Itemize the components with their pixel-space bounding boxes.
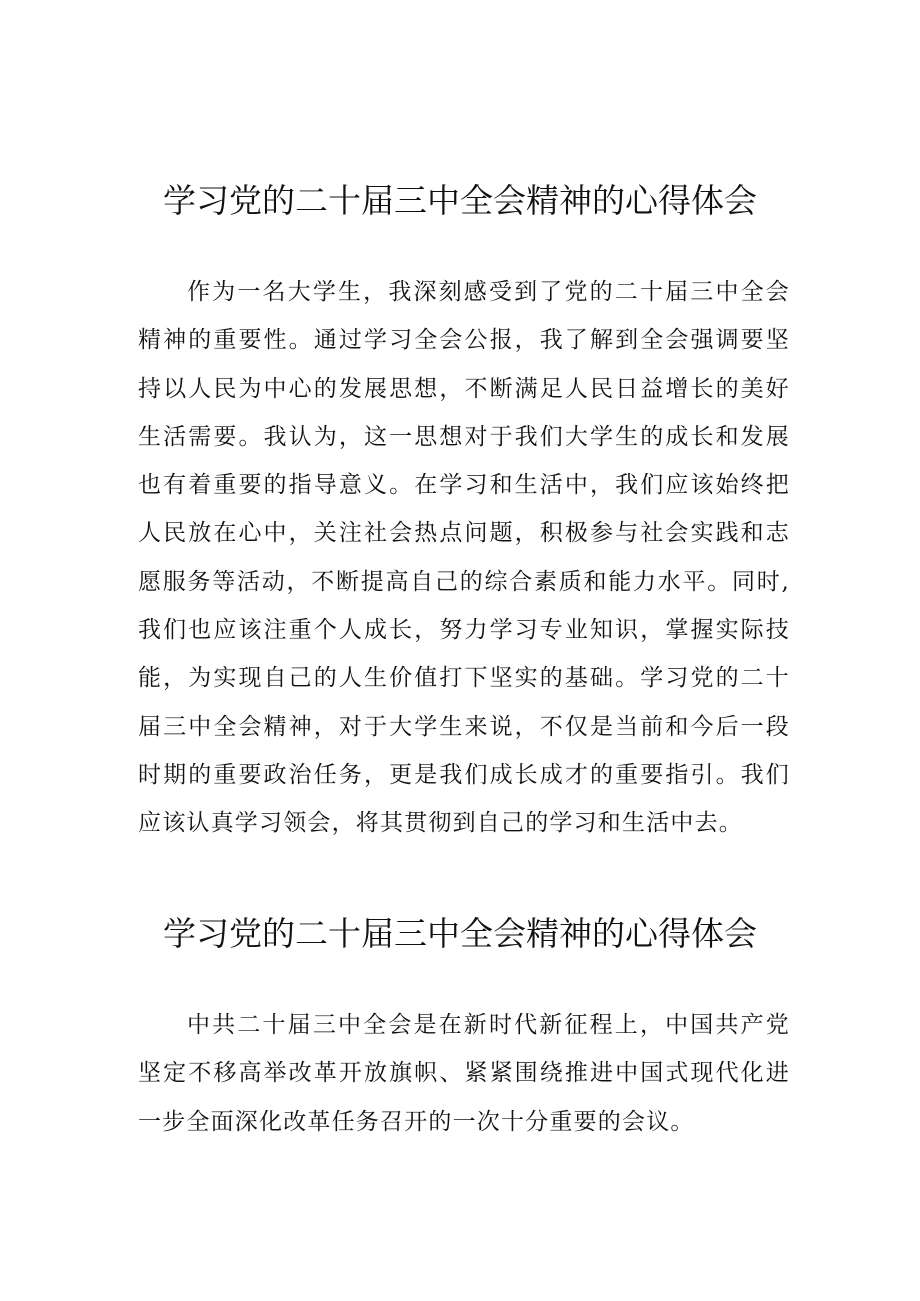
section-1-title: 学习党的二十届三中全会精神的心得体会 — [163, 181, 757, 220]
section-1-paragraph: 作为一名大学生，我深刻感受到了党的二十届三中全会精神的重要性。通过学习全会公报，我了解到全会强调要坚持以人民为中心的发展思想，不断满足人民日益增长的美好生活需要。我认为，这一思想对于我们大学生的成长和发展也有着重要的指导意义。在学习和生活中，我们应该始终把人民放在心中，关注社会热点问题，积极参与社会实践和志愿服务等活动，不断提高自己的综合素质和能力水平。同时,我们也应该注重个人成长，努力学习专业知识，掌握实际技能，为实现自己的人生价值打下坚实的基础。学习党的二十届三中全会精神，对于大学生来说，不仅是当前和今后一段时期的重要政治任务，更是我们成长成才的重要指引。我们应该认真学习领会，将其贯彻到自己的学习和生活中去。 — [138, 279, 790, 837]
section-2-title: 学习党的二十届三中全会精神的心得体会 — [163, 914, 757, 953]
section-2-paragraph: 中共二十届三中全会是在新时代新征程上，中国共产党坚定不移高举改革开放旗帜、紧紧围绕推进中国式现代化进一步全面深化改革任务召开的一次十分重要的会议。 — [138, 1012, 790, 1135]
